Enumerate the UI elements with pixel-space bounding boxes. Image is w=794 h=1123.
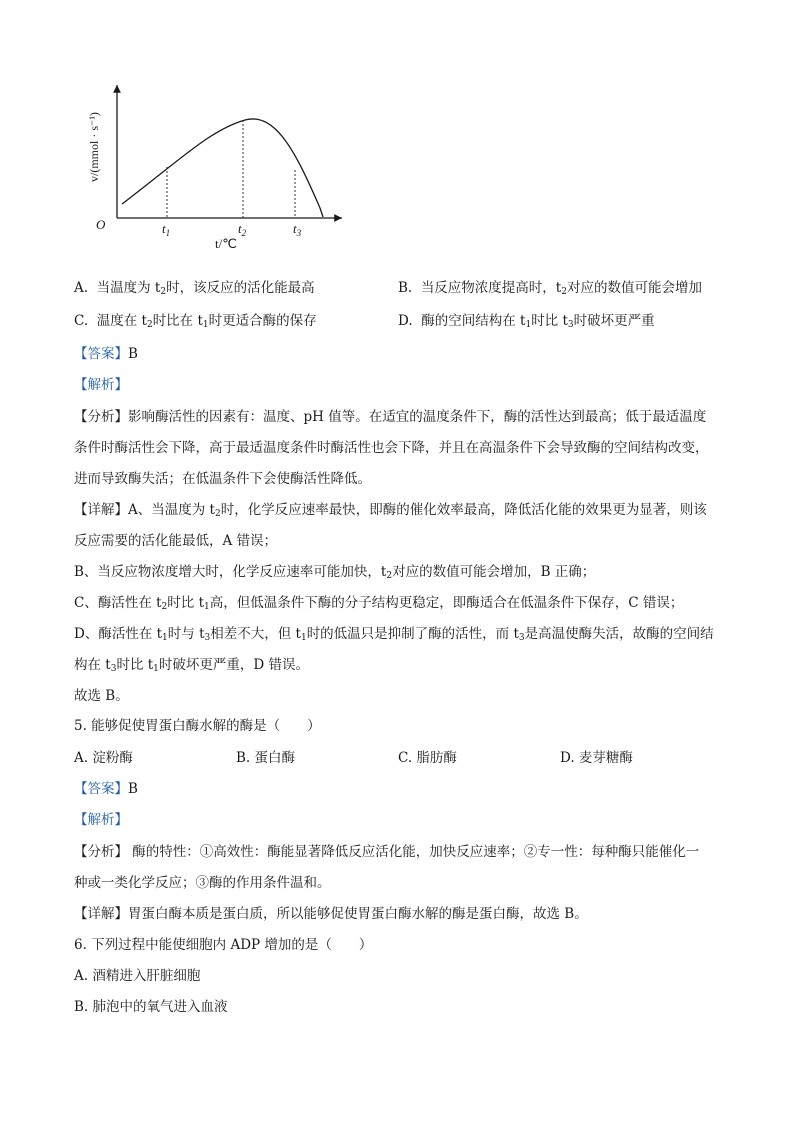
text: 时的低温只是抑制了酶的活性，而 t <box>306 626 519 642</box>
subscript: 1 <box>525 320 532 330</box>
option-letter: A. <box>74 280 89 296</box>
text: D、酶活性在 t <box>74 626 163 642</box>
option-text: 时，该反应的活化能最高 <box>166 280 315 296</box>
subscript: 1 <box>204 602 210 612</box>
subscript: 1 <box>162 633 168 643</box>
text: 是高温使酶失活，故酶的空间结 <box>524 626 714 642</box>
subscript: 3 <box>110 664 117 674</box>
fenxi-text: 影响酶活性的因素有：温度、pH 值等。在适宜的温度条件下，酶的活性达到最高；低于最适温度 <box>128 409 707 425</box>
subscript: 2 <box>386 571 393 581</box>
text: 对应的数值可能会增加，B 正确； <box>392 564 596 580</box>
text: 构在 t <box>74 657 111 673</box>
option-d <box>398 309 655 330</box>
option-b <box>398 276 702 297</box>
subscript: 3 <box>204 633 211 643</box>
fenxi-tag: 【分析】 <box>74 409 128 425</box>
text: 时比 t <box>116 657 154 673</box>
q4-fenxi-line3: 进而导致酶失活；在低温条件下会使酶活性降低。 <box>74 471 371 487</box>
enzyme-rate-temperature-chart <box>80 80 360 255</box>
q4-fenxi-line2: 条件时酶活性会下降，高于最适温度条件时酶活性也会下降，并且在高温条件下会导致酶的空间结构改变， <box>74 440 709 456</box>
option-text: 时比在 t <box>152 313 203 329</box>
option-text: 对应的数值可能会增加 <box>566 280 702 296</box>
text: 高，但低温条件下酶的分子结构更稳定，即酶适合在低温条件下保存，C 错误； <box>209 595 684 611</box>
text: 时，化学反应速率最快，即酶的催化效率最高，降低活化能的效果更为显著，则该 <box>220 502 707 518</box>
subscript: 1 <box>153 664 159 674</box>
option-text: 时比 t <box>531 313 568 329</box>
q4-xiangjie-d-line2 <box>74 653 309 674</box>
q4-xiangjie-c <box>74 591 683 612</box>
q5-option-b: B. 蛋白酶 <box>236 750 296 766</box>
answer-value: B <box>128 346 138 362</box>
q5-analysis-tag: 【解析】 <box>74 812 128 828</box>
option-text: 酶的空间结构在 t <box>421 313 526 329</box>
answer-tag: 【答案】 <box>74 781 128 797</box>
q6-option-a: A. 酒精进入肝脏细胞 <box>74 968 201 984</box>
text: C、酶活性在 t <box>74 595 162 611</box>
option-c <box>74 309 317 330</box>
answer-value: B <box>128 781 138 797</box>
q5-stem: 5. 能够促使胃蛋白酶水解的酶是（ ） <box>74 718 321 734</box>
y-axis-label: v/(mmol · s⁻¹) <box>87 112 101 182</box>
xiangjie-tag: 【详解】 <box>74 502 128 518</box>
text: B、当反应物浓度增大时，化学反应速率可能加快，t <box>74 564 387 580</box>
x-tick-label: $t_2$ <box>238 221 247 238</box>
xiangjie-tag: 【详解】 <box>74 906 128 922</box>
option-letter: C. <box>74 313 89 329</box>
x-axis-label: t/℃ <box>215 236 237 251</box>
option-text: 当温度为 t <box>96 280 161 296</box>
option-text: 时破坏更严重 <box>573 313 655 329</box>
subscript: 1 <box>300 633 307 643</box>
option-a <box>74 276 315 297</box>
xiangjie-text: 胃蛋白酶本质是蛋白质，所以能够促使胃蛋白酶水解的酶是蛋白酶，故选 B。 <box>128 906 588 922</box>
text: 时与 t <box>167 626 205 642</box>
subscript: 3 <box>567 320 574 330</box>
option-letter: D. <box>398 313 413 329</box>
answer-tag: 【答案】 <box>74 346 128 362</box>
q4-fenxi-line1 <box>74 405 706 425</box>
q5-option-a: A. 淀粉酶 <box>74 750 133 766</box>
text: 时破坏更严重，D 错误。 <box>158 657 310 673</box>
x-tick-label: $t_1$ <box>162 221 171 238</box>
q5-fenxi-line2: 种或一类化学反应；③酶的作用条件温和。 <box>74 875 331 891</box>
q5-answer <box>74 777 138 797</box>
q5-option-c: C. 脂肪酶 <box>398 750 457 766</box>
subscript: 2 <box>561 287 567 297</box>
q5-option-d: D. 麦芽糖酶 <box>560 750 633 766</box>
text: A、当温度为 t <box>128 502 215 518</box>
subscript: 3 <box>518 633 525 643</box>
q5-fenxi-line1 <box>74 840 699 860</box>
text: 相差不大，但 t <box>210 626 301 642</box>
subscript: 2 <box>214 509 221 519</box>
q6-stem: 6. 下列过程中能使细胞内 ADP 增加的是（ ） <box>74 937 373 953</box>
q6-option-b: B. 肺泡中的氧气进入血液 <box>74 999 228 1015</box>
q4-xiangjie-d-line1 <box>74 622 714 643</box>
subscript: 2 <box>161 602 168 612</box>
rate-curve <box>122 119 323 217</box>
fenxi-tag: 【分析】 <box>74 844 128 860</box>
option-text: 时更适合酶的保存 <box>208 313 317 329</box>
origin-label: O <box>96 217 106 232</box>
q4-xiangjie-b <box>74 560 595 581</box>
subscript: 1 <box>202 320 209 330</box>
subscript: 2 <box>160 287 167 297</box>
q4-xiangjie-a-line2: 反应需要的活化能最低，A 错误； <box>74 533 278 549</box>
subscript: 2 <box>146 320 153 330</box>
q4-conclusion: 故选 B。 <box>74 688 129 704</box>
q5-xiangjie <box>74 902 588 922</box>
q4-analysis-tag: 【解析】 <box>74 377 128 393</box>
q4-answer <box>74 342 138 362</box>
fenxi-text: 酶的特性：①高效性：酶能显著降低反应活化能，加快反应速率；②专一性：每种酶只能催化一 <box>128 844 700 860</box>
option-text: 当反应物浓度提高时，t <box>420 280 562 296</box>
option-letter: B. <box>398 280 413 296</box>
text: 时比 t <box>167 595 204 611</box>
x-tick-label: $t_3$ <box>293 221 302 238</box>
option-text: 温度在 t <box>96 313 147 329</box>
q4-xiangjie-a-line1 <box>74 498 707 519</box>
